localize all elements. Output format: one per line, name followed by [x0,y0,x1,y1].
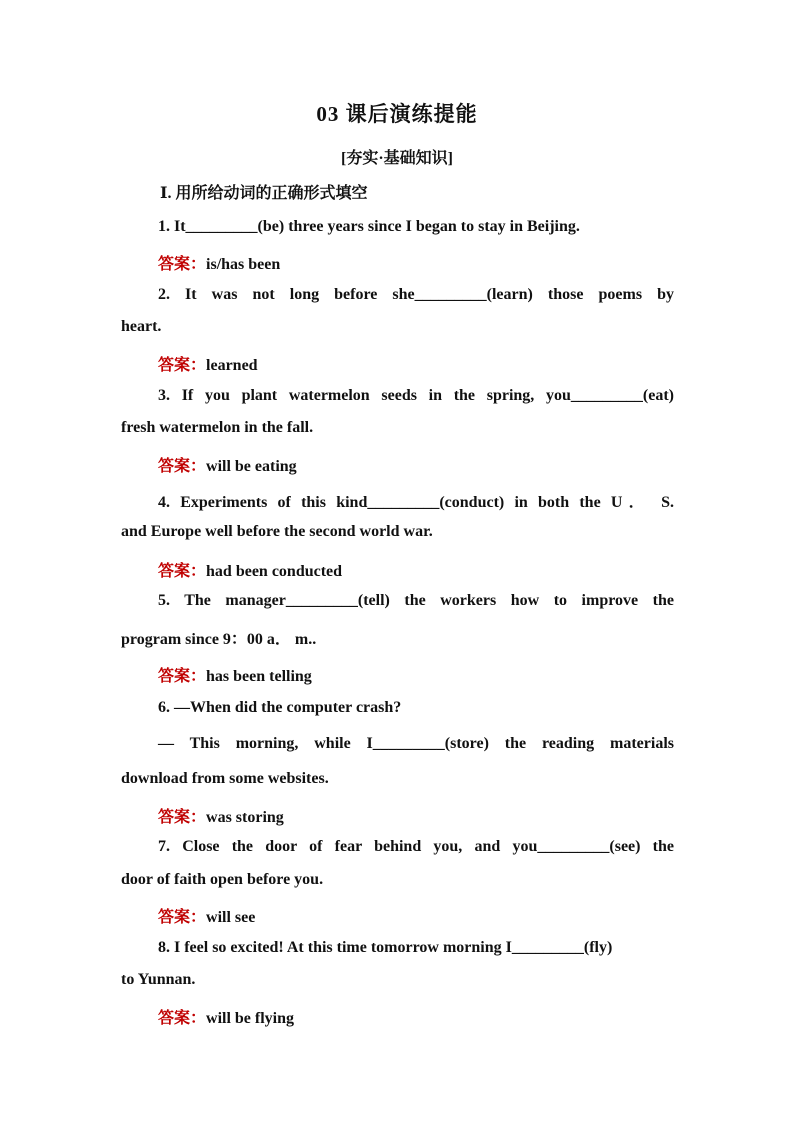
answer-2 [158,352,258,375]
answer-text: will be eating [206,458,297,475]
answer-text: is/has been [206,256,281,273]
answer-3 [158,453,297,476]
answer-4 [158,558,342,581]
answer-label: 答案： [158,909,207,926]
answer-label: 答案： [158,809,207,826]
answer-text: will see [206,909,256,926]
page-title: 03 课后演练提能 [316,102,478,126]
question-1: 1. It_________(be) three years since I began to stay in Beijing. [158,218,580,235]
answer-text: was storing [206,809,284,826]
answer-text: learned [206,357,258,374]
section-subtitle: [夯实·基础知识] [341,150,453,167]
exercise-heading: Ⅰ. 用所给动词的正确形式填空 [160,185,368,202]
question-8: 8. I feel so excited! At this time tomorrow morning I_________(fly) [158,939,613,956]
question-5: 5. The manager_________(tell) the workers how to improve the [158,592,674,609]
question-4-continued: and Europe well before the second world war. [121,523,433,540]
answer-text: has been telling [206,668,312,685]
question-6-reply: — This morning, while I_________(store) the reading materials [158,735,674,752]
answer-label: 答案： [158,458,207,475]
answer-1 [158,251,280,274]
answer-label: 答案： [158,668,207,685]
answer-7 [158,904,255,927]
question-6-continued: download from some websites. [121,770,329,787]
question-4: 4. Experiments of this kind_________(conduct) in both the U． S. [158,494,674,511]
answer-6 [158,804,284,827]
question-7: 7. Close the door of fear behind you, and you_________(see) the [158,838,674,855]
question-3: 3. If you plant watermelon seeds in the spring, you_________(eat) [158,387,674,404]
question-3-continued: fresh watermelon in the fall. [121,419,314,436]
question-6: 6. —When did the computer crash? [158,699,402,716]
answer-8 [158,1005,294,1028]
question-2-continued: heart. [121,318,162,335]
question-2: 2. It was not long before she_________(learn) those poems by [158,286,674,303]
question-8-continued: to Yunnan. [121,971,196,988]
answer-text: had been conducted [206,563,343,580]
answer-label: 答案： [158,357,207,374]
question-5-continued: program since 9：00 a． m.. [121,631,317,648]
answer-5 [158,663,312,686]
question-7-continued: door of faith open before you. [121,871,324,888]
answer-label: 答案： [158,256,207,273]
answer-label: 答案： [158,1010,207,1027]
answer-text: will be flying [206,1010,295,1027]
answer-label: 答案： [158,563,207,580]
